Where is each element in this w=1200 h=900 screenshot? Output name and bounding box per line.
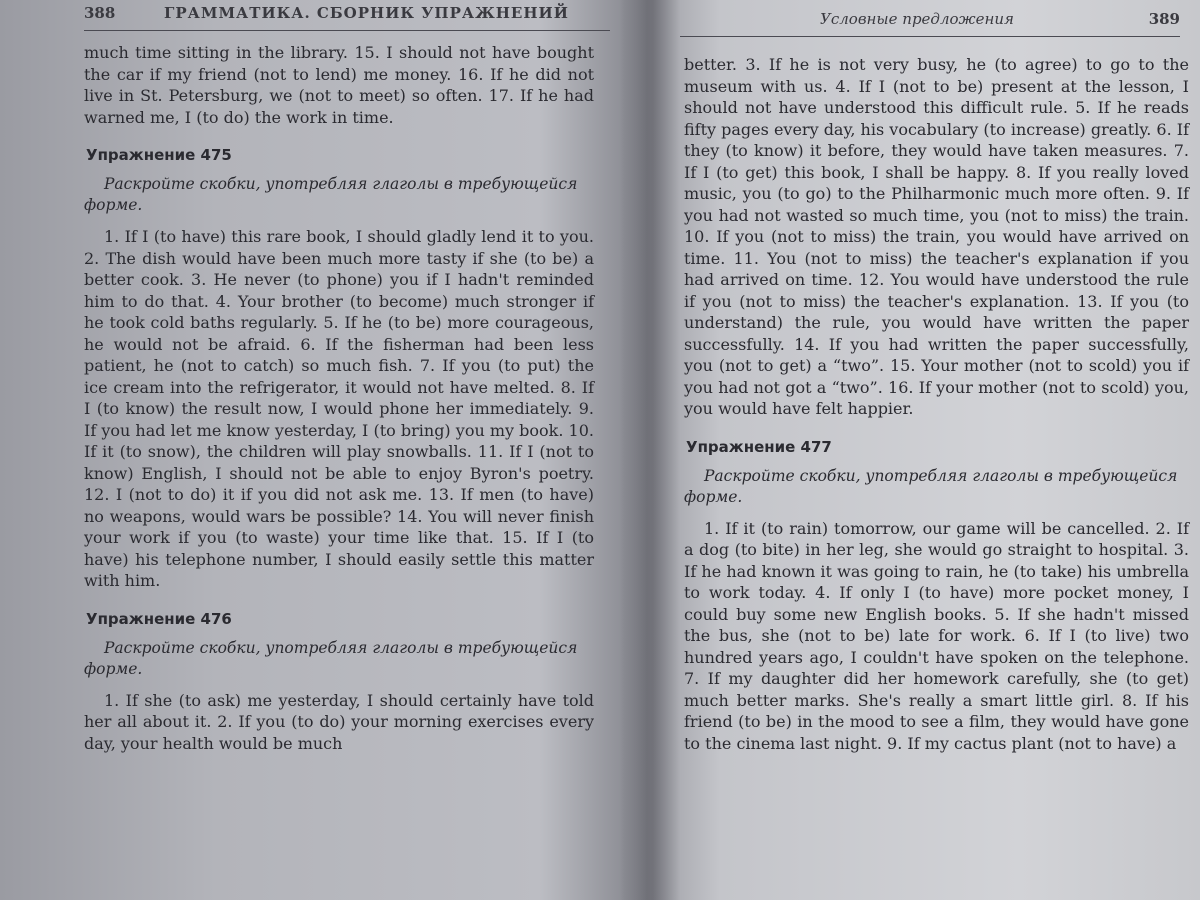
exercise-heading-476: Упражнение 476 xyxy=(86,609,232,628)
exercise-text-477: 1. If it (to rain) tomorrow, our game will be cancelled. 2. If a dog (to bite) in her leg, she would go straight to hospital. 3. If he had known it was going to rain, he (to take) his umbrella to work today. 4. If only I (to have) more pocket money, I could buy some new English books. 5. If she hadn't missed the bus, she (not to be) late for work. 6. If I (to live) two hundred years ago, I couldn't have spoken on the telephone. 7. If my daughter did her homework carefully, she (to get) much better marks. She's really a smart little girl. 8. If his friend (to be) in the mood to see a film, they would have gone to the cinema last night. 9. If my cactus plant (not to have) a xyxy=(684,518,1189,753)
right-running-title: Условные предложения xyxy=(820,10,1014,28)
right-page xyxy=(660,0,1200,900)
exercise-heading-475: Упражнение 475 xyxy=(86,146,232,164)
exercise-task-476: Раскройте скобки, употребляя глаголы в требующейся форме. xyxy=(84,638,578,678)
left-page-number: 388 xyxy=(84,4,116,22)
exercise-text-476: 1. If she (to ask) me yesterday, I should certainly have told her all about it. 2. If you (to do) your morning exercises every day, your health would be much xyxy=(84,690,594,753)
right-continuation-text: better. 3. If he is not very busy, he (to agree) to go to the museum with us. 4. If I (not to be) present at the lesson, I should not have understood this difficult rule. 5. If he reads fifty pages every day, his vocabulary (to increase) greatly. 6. If they (to know) it before, they would have taken measures. 7. If I (to get) this book, I shall be happy. 8. If you really loved music, you (to go) to the Philharmonic much more often. 9. If you had not wasted so much time, you (not to miss) the train. 10. If you (not to miss) the train, you would have arrived on time. 11. You (not to miss) the teacher's explanation if you had arrived on time. 12. You would have understood the rule if you (not to miss) the teacher's explanation. 13. If you (to understand) the rule, you would have written the paper successfully. 14. If you had written the paper successfully, you (not to get) a “two”. 15. Your mother (not to scold) you if you had not got a “two”. 16. If your mother (not to scold) you, you would have felt happier. xyxy=(684,55,1189,418)
left-column xyxy=(84,42,594,754)
left-continuation-text: much time sitting in the library. 15. I should not have bought the car if my friend (not to lend) me money. 16. If he did not live in St. Petersburg, we (not to meet) so often. 17. If he had warned me, I (to do) the work in time. xyxy=(84,43,594,127)
right-running-head xyxy=(680,6,1180,37)
exercise-text-475: 1. If I (to have) this rare book, I should gladly lend it to you. 2. The dish would have been much more tasty if she (to be) a better cook. 3. He never (to phone) you if I hadn't reminded him to do that. 4. Your brother (to become) much stronger if he took cold baths regularly. 5. If he (to be) more courageous, he would not be afraid. 6. If the fisherman had been less patient, he (not to catch) so much fish. 7. If you (to put) the ice cream into the refrigerator, it would not have melted. 8. If I (to know) the result now, I would phone her immediately. 9. If you had let me know yesterday, I (to bring) you my book. 10. If it (to snow), the children will play snowballs. 11. If I (not to know) English, I should not be able to enjoy Byron's poetry. 12. I (not to do) it if you did not ask me. 13. If men (to have) no weapons, would wars be possible? 14. You will never finish your work if you (to waste) your time like that. 15. If I (to have) his telephone number, I should easily settle this matter with him. xyxy=(84,227,594,590)
left-running-title: ГРАММАТИКА. СБОРНИК УПРАЖНЕНИЙ xyxy=(164,4,569,22)
left-running-head xyxy=(84,0,610,31)
exercise-task-475: Раскройте скобки, употребляя глаголы в требующейся форме. xyxy=(84,175,578,214)
exercise-task-477: Раскройте скобки, употребляя глаголы в требующейся форме. xyxy=(684,466,1178,506)
right-page-number: 389 xyxy=(1148,10,1180,28)
exercise-heading-477: Упражнение 477 xyxy=(686,437,832,456)
right-column xyxy=(684,54,1189,754)
